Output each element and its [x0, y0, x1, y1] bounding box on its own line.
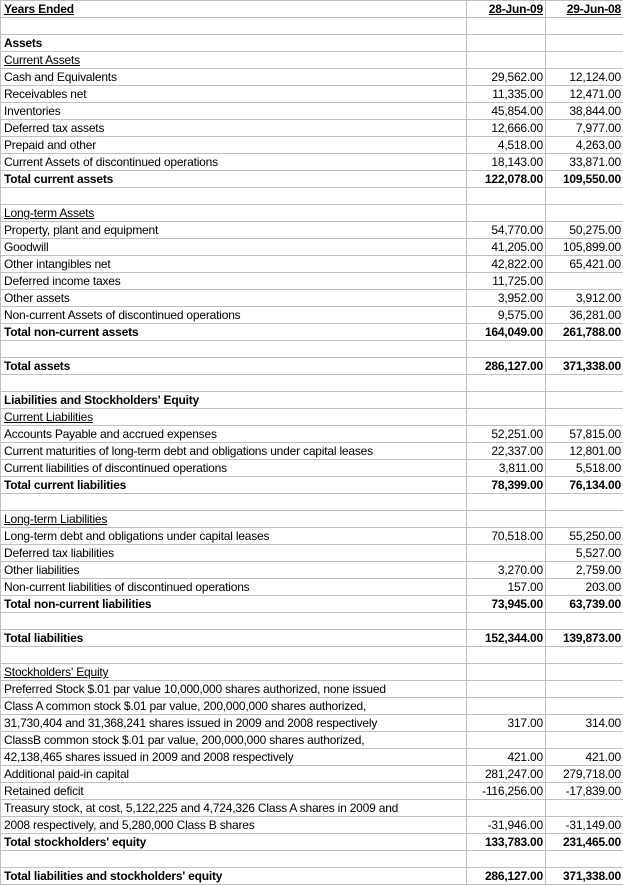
value-cell-2009[interactable]: 78,399.00 — [467, 477, 546, 494]
value-cell-2008[interactable]: 3,912.00 — [546, 290, 623, 307]
value-cell-2008[interactable]: 12,124.00 — [546, 69, 623, 86]
value-cell-2009[interactable] — [467, 664, 546, 681]
item-row — [1, 528, 623, 545]
total-row — [1, 596, 623, 613]
row-label-cell[interactable]: Current liabilities of discontinued operations — [1, 460, 467, 477]
row-label-cell[interactable] — [1, 18, 467, 35]
item-row — [1, 426, 623, 443]
value-cell-2008[interactable] — [546, 800, 623, 817]
row-label-cell[interactable]: Current Assets of discontinued operations — [1, 154, 467, 171]
value-cell-2008[interactable] — [546, 698, 623, 715]
row-label-cell[interactable]: Class A common stock $.01 par value, 200,000,000 shares authorized, — [1, 698, 467, 715]
header-label-cell[interactable]: Years Ended — [1, 1, 467, 18]
value-cell-2008[interactable]: 203.00 — [546, 579, 623, 596]
item-row — [1, 783, 623, 800]
value-cell-2009[interactable] — [467, 52, 546, 69]
header-col2-cell[interactable]: 29-Jun-08 — [546, 1, 623, 18]
row-label-cell[interactable]: Current maturities of long-term debt and obligations under capital leases — [1, 443, 467, 460]
value-cell-2009[interactable]: 73,945.00 — [467, 596, 546, 613]
value-cell-2008[interactable]: 4,263.00 — [546, 137, 623, 154]
item-row — [1, 579, 623, 596]
value-cell-2008[interactable]: 57,815.00 — [546, 426, 623, 443]
value-cell-2009[interactable]: 3,811.00 — [467, 460, 546, 477]
row-label-cell[interactable]: 31,730,404 and 31,368,241 shares issued in 2009 and 2008 respectively — [1, 715, 467, 732]
value-cell-2008[interactable] — [546, 273, 623, 290]
item-row — [1, 137, 623, 154]
value-cell-2008[interactable] — [546, 511, 623, 528]
value-cell-2008[interactable]: 38,844.00 — [546, 103, 623, 120]
value-cell-2008[interactable]: 36,281.00 — [546, 307, 623, 324]
value-cell-2009[interactable]: 122,078.00 — [467, 171, 546, 188]
value-cell-2008[interactable] — [546, 205, 623, 222]
value-cell-2009[interactable] — [467, 698, 546, 715]
value-cell-2008[interactable] — [546, 392, 623, 409]
row-label-cell[interactable]: Total liabilities — [1, 630, 467, 647]
value-cell-2009[interactable]: 42,822.00 — [467, 256, 546, 273]
value-cell-2008[interactable]: 63,739.00 — [546, 596, 623, 613]
value-cell-2008[interactable]: 12,801.00 — [546, 443, 623, 460]
value-cell-2008[interactable] — [546, 664, 623, 681]
row-label-cell[interactable]: Deferred tax liabilities — [1, 545, 467, 562]
value-cell-2009[interactable] — [467, 35, 546, 52]
value-cell-2009[interactable] — [467, 409, 546, 426]
value-cell-2009[interactable] — [467, 205, 546, 222]
value-cell-2008[interactable] — [546, 18, 623, 35]
item-row — [1, 222, 623, 239]
row-label-cell[interactable]: Liabilities and Stockholders' Equity — [1, 392, 467, 409]
value-cell-2009[interactable]: 22,337.00 — [467, 443, 546, 460]
row-label-cell[interactable]: Total stockholders' equity — [1, 834, 467, 851]
item-row — [1, 732, 623, 749]
value-cell-2008[interactable]: 421.00 — [546, 749, 623, 766]
row-label-cell[interactable] — [1, 613, 467, 630]
item-row — [1, 273, 623, 290]
value-cell-2008[interactable]: 76,134.00 — [546, 477, 623, 494]
value-cell-2008[interactable]: 371,338.00 — [546, 868, 623, 885]
row-label-cell[interactable]: Preferred Stock $.01 par value 10,000,000 shares authorized, none issued — [1, 681, 467, 698]
row-label-cell[interactable]: Assets — [1, 35, 467, 52]
item-row — [1, 443, 623, 460]
item-row — [1, 800, 623, 817]
total-row — [1, 324, 623, 341]
value-cell-2009[interactable] — [467, 511, 546, 528]
total-row — [1, 477, 623, 494]
value-cell-2009[interactable] — [467, 392, 546, 409]
header-row — [1, 1, 623, 18]
total-row — [1, 868, 623, 885]
row-label-cell[interactable] — [1, 188, 467, 205]
section-row — [1, 35, 623, 52]
value-cell-2009[interactable] — [467, 341, 546, 358]
blank-row — [1, 188, 623, 205]
value-cell-2009[interactable] — [467, 375, 546, 392]
subsection-row — [1, 664, 623, 681]
subsection-row — [1, 205, 623, 222]
row-label-cell[interactable]: Other assets — [1, 290, 467, 307]
blank-row — [1, 647, 623, 664]
value-cell-2008[interactable] — [546, 647, 623, 664]
row-label-cell[interactable]: Stockholders' Equity — [1, 664, 467, 681]
value-cell-2008[interactable]: 55,250.00 — [546, 528, 623, 545]
item-row — [1, 69, 623, 86]
value-cell-2009[interactable]: 18,143.00 — [467, 154, 546, 171]
blank-row — [1, 851, 623, 868]
row-label-cell[interactable]: Total current liabilities — [1, 477, 467, 494]
value-cell-2009[interactable] — [467, 800, 546, 817]
total-row — [1, 358, 623, 375]
value-cell-2009[interactable]: 133,783.00 — [467, 834, 546, 851]
value-cell-2008[interactable]: 7,977.00 — [546, 120, 623, 137]
row-label-cell[interactable]: Total non-current assets — [1, 324, 467, 341]
item-row — [1, 460, 623, 477]
value-cell-2009[interactable]: 52,251.00 — [467, 426, 546, 443]
value-cell-2009[interactable]: 281,247.00 — [467, 766, 546, 783]
blank-row — [1, 494, 623, 511]
item-row — [1, 698, 623, 715]
value-cell-2009[interactable]: 41,205.00 — [467, 239, 546, 256]
value-cell-2009[interactable] — [467, 494, 546, 511]
value-cell-2008[interactable]: -31,149.00 — [546, 817, 623, 834]
value-cell-2008[interactable]: 261,788.00 — [546, 324, 623, 341]
item-row — [1, 545, 623, 562]
value-cell-2008[interactable]: 139,873.00 — [546, 630, 623, 647]
value-cell-2008[interactable]: 109,550.00 — [546, 171, 623, 188]
value-cell-2009[interactable] — [467, 188, 546, 205]
value-cell-2008[interactable]: 279,718.00 — [546, 766, 623, 783]
value-cell-2009[interactable]: -31,946.00 — [467, 817, 546, 834]
item-row — [1, 103, 623, 120]
value-cell-2008[interactable]: 65,421.00 — [546, 256, 623, 273]
row-label-cell[interactable] — [1, 851, 467, 868]
value-cell-2008[interactable]: 5,518.00 — [546, 460, 623, 477]
value-cell-2008[interactable]: 50,275.00 — [546, 222, 623, 239]
row-label-cell[interactable]: 42,138,465 shares issued in 2009 and 2008 respectively — [1, 749, 467, 766]
value-cell-2009[interactable]: 11,335.00 — [467, 86, 546, 103]
value-cell-2008[interactable] — [546, 851, 623, 868]
row-label-cell[interactable]: Inventories — [1, 103, 467, 120]
value-cell-2008[interactable]: 5,527.00 — [546, 545, 623, 562]
value-cell-2009[interactable]: -116,256.00 — [467, 783, 546, 800]
header-col1-cell[interactable]: 28-Jun-09 — [467, 1, 546, 18]
value-cell-2008[interactable]: -17,839.00 — [546, 783, 623, 800]
value-cell-2009[interactable] — [467, 545, 546, 562]
subsection-row — [1, 52, 623, 69]
row-label-cell[interactable] — [1, 494, 467, 511]
value-cell-2008[interactable]: 371,338.00 — [546, 358, 623, 375]
row-label-cell[interactable]: Treasury stock, at cost, 5,122,225 and 4,724,326 Class A shares in 2009 and — [1, 800, 467, 817]
blank-row — [1, 341, 623, 358]
total-row — [1, 171, 623, 188]
blank-row — [1, 18, 623, 35]
item-row — [1, 290, 623, 307]
value-cell-2008[interactable] — [546, 494, 623, 511]
row-label-cell[interactable]: Long-term debt and obligations under capital leases — [1, 528, 467, 545]
subsection-row — [1, 409, 623, 426]
item-row — [1, 817, 623, 834]
row-label-cell[interactable]: Retained deficit — [1, 783, 467, 800]
value-cell-2008[interactable] — [546, 375, 623, 392]
item-row — [1, 256, 623, 273]
row-label-cell[interactable]: 2008 respectively, and 5,280,000 Class B shares — [1, 817, 467, 834]
row-label-cell[interactable]: Current Liabilities — [1, 409, 467, 426]
value-cell-2008[interactable]: 105,899.00 — [546, 239, 623, 256]
row-label-cell[interactable]: Other intangibles net — [1, 256, 467, 273]
row-label-cell[interactable]: Cash and Equivalents — [1, 69, 467, 86]
value-cell-2009[interactable] — [467, 647, 546, 664]
value-cell-2009[interactable]: 4,518.00 — [467, 137, 546, 154]
value-cell-2008[interactable]: 33,871.00 — [546, 154, 623, 171]
row-label-cell[interactable]: Long-term Assets — [1, 205, 467, 222]
value-cell-2009[interactable]: 286,127.00 — [467, 358, 546, 375]
row-label-cell[interactable]: Total current assets — [1, 171, 467, 188]
row-label-cell[interactable]: Deferred income taxes — [1, 273, 467, 290]
value-cell-2009[interactable]: 70,518.00 — [467, 528, 546, 545]
row-label-cell[interactable]: Total non-current liabilities — [1, 596, 467, 613]
row-label-cell[interactable]: Deferred tax assets — [1, 120, 467, 137]
subsection-row — [1, 511, 623, 528]
value-cell-2009[interactable]: 286,127.00 — [467, 868, 546, 885]
value-cell-2009[interactable]: 45,854.00 — [467, 103, 546, 120]
blank-row — [1, 613, 623, 630]
value-cell-2009[interactable]: 164,049.00 — [467, 324, 546, 341]
total-row — [1, 630, 623, 647]
value-cell-2008[interactable] — [546, 409, 623, 426]
item-row — [1, 749, 623, 766]
section-row — [1, 392, 623, 409]
value-cell-2008[interactable] — [546, 681, 623, 698]
value-cell-2009[interactable] — [467, 18, 546, 35]
item-row — [1, 239, 623, 256]
value-cell-2009[interactable] — [467, 613, 546, 630]
value-cell-2009[interactable]: 29,562.00 — [467, 69, 546, 86]
value-cell-2008[interactable]: 314.00 — [546, 715, 623, 732]
row-label-cell[interactable]: Receivables net — [1, 86, 467, 103]
value-cell-2009[interactable]: 9,575.00 — [467, 307, 546, 324]
row-label-cell[interactable]: Non-current Assets of discontinued operations — [1, 307, 467, 324]
item-row — [1, 715, 623, 732]
value-cell-2009[interactable] — [467, 681, 546, 698]
value-cell-2009[interactable]: 317.00 — [467, 715, 546, 732]
value-cell-2008[interactable] — [546, 52, 623, 69]
sheet-body — [1, 18, 623, 885]
row-label-cell[interactable]: ClassB common stock $.01 par value, 200,000,000 shares authorized, — [1, 732, 467, 749]
value-cell-2008[interactable] — [546, 35, 623, 52]
row-label-cell[interactable]: Non-current liabilities of discontinued operations — [1, 579, 467, 596]
item-row — [1, 154, 623, 171]
value-cell-2009[interactable]: 157.00 — [467, 579, 546, 596]
value-cell-2008[interactable] — [546, 732, 623, 749]
row-label-cell[interactable]: Accounts Payable and accrued expenses — [1, 426, 467, 443]
value-cell-2009[interactable]: 12,666.00 — [467, 120, 546, 137]
row-label-cell[interactable] — [1, 375, 467, 392]
value-cell-2009[interactable]: 3,952.00 — [467, 290, 546, 307]
value-cell-2009[interactable]: 54,770.00 — [467, 222, 546, 239]
row-label-cell[interactable]: Long-term Liabilities — [1, 511, 467, 528]
item-row — [1, 766, 623, 783]
row-label-cell[interactable]: Additional paid-in capital — [1, 766, 467, 783]
value-cell-2008[interactable]: 2,759.00 — [546, 562, 623, 579]
value-cell-2008[interactable] — [546, 613, 623, 630]
row-label-cell[interactable]: Other liabilities — [1, 562, 467, 579]
row-label-cell[interactable]: Prepaid and other — [1, 137, 467, 154]
blank-row — [1, 375, 623, 392]
row-label-cell[interactable]: Total assets — [1, 358, 467, 375]
item-row — [1, 307, 623, 324]
value-cell-2009[interactable] — [467, 732, 546, 749]
value-cell-2009[interactable] — [467, 851, 546, 868]
row-label-cell[interactable]: Property, plant and equipment — [1, 222, 467, 239]
item-row — [1, 681, 623, 698]
value-cell-2008[interactable] — [546, 188, 623, 205]
value-cell-2008[interactable] — [546, 341, 623, 358]
value-cell-2009[interactable]: 421.00 — [467, 749, 546, 766]
value-cell-2009[interactable]: 152,344.00 — [467, 630, 546, 647]
row-label-cell[interactable] — [1, 341, 467, 358]
item-row — [1, 562, 623, 579]
item-row — [1, 120, 623, 137]
total-row — [1, 834, 623, 851]
value-cell-2008[interactable]: 231,465.00 — [546, 834, 623, 851]
value-cell-2009[interactable]: 11,725.00 — [467, 273, 546, 290]
item-row — [1, 86, 623, 103]
row-label-cell[interactable]: Goodwill — [1, 239, 467, 256]
row-label-cell[interactable]: Total liabilities and stockholders' equity — [1, 868, 467, 885]
row-label-cell[interactable] — [1, 647, 467, 664]
row-label-cell[interactable]: Current Assets — [1, 52, 467, 69]
value-cell-2009[interactable]: 3,270.00 — [467, 562, 546, 579]
value-cell-2008[interactable]: 12,471.00 — [546, 86, 623, 103]
